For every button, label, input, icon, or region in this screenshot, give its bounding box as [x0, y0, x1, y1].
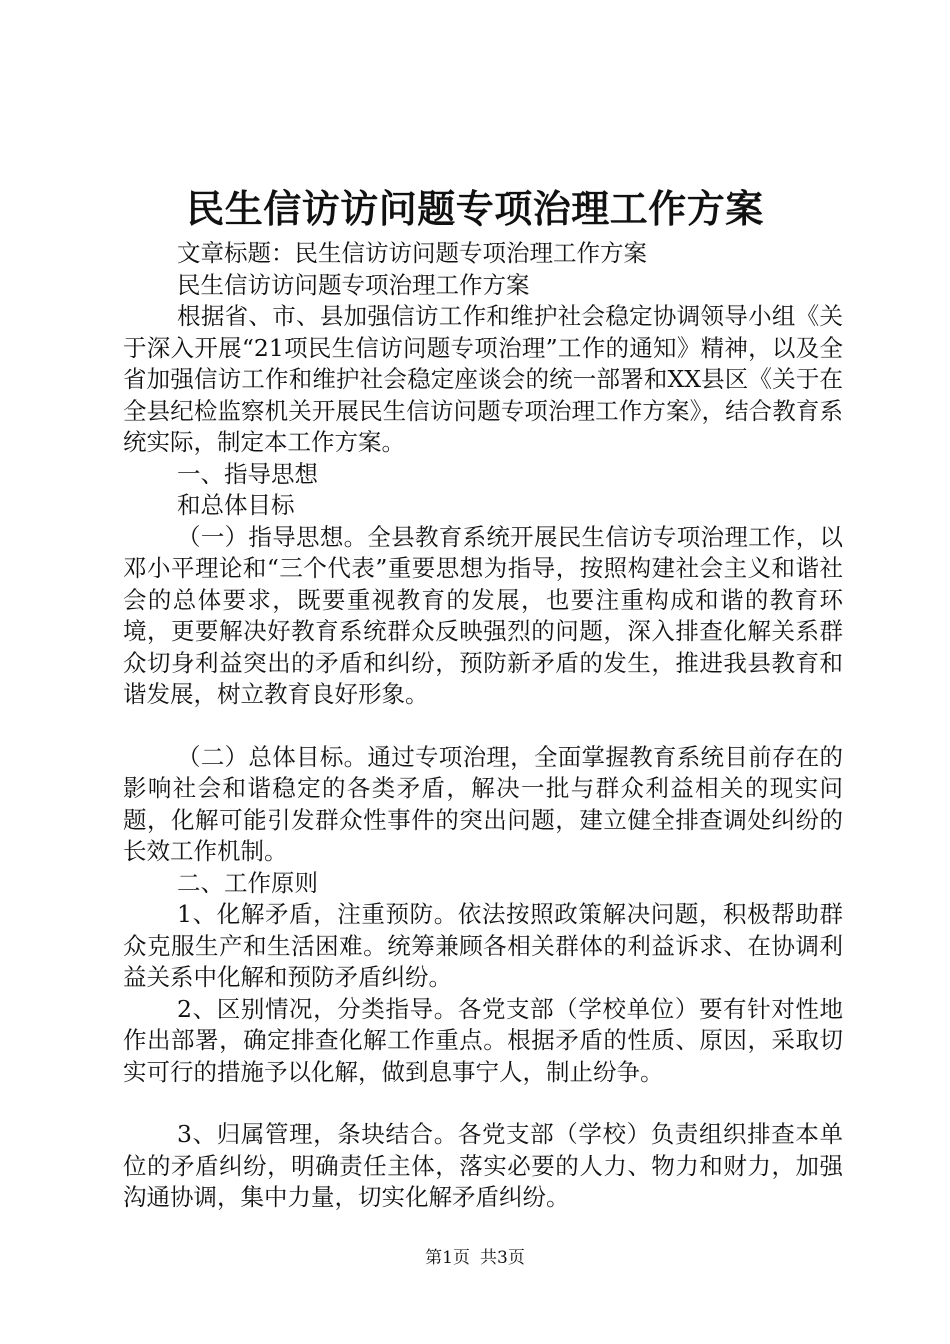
paragraph-guiding-thought: （一）指导思想。全县教育系统开展民生信访专项治理工作，以邓小平理论和“三个代表”重要思想为指导，按照构建社会主义和谐社会的总体要求，既要重视教育的发展，也要注重构成和谐的教育环境，更要解决好教育系统群众反映强烈的问题，深入排查化解关系群众切身利益突出的矛盾和纠纷，预防新矛盾的发生，推进我县教育和谐发展，树立教育良好形象。 — [123, 522, 843, 708]
document-body — [123, 238, 843, 1214]
page-number: 第1页 — [425, 1248, 470, 1268]
document-title: 民生信访访问题专项治理工作方案 — [186, 186, 764, 231]
principle-2-paragraph: 2、区别情况，分类指导。各党支部（学校单位）要有针对性地作出部署，确定排查化解工作重点。根据矛盾的性质、原因，采取切实可行的措施予以化解，做到息事宁人，制止纷争。 — [123, 994, 843, 1086]
page-total: 共3页 — [480, 1248, 525, 1268]
paragraph-overall-goal: （二）总体目标。通过专项治理，全面掌握教育系统目前存在的影响社会和谐稳定的各类矛盾，解决一批与群众利益相关的现实问题，化解可能引发群众性事件的突出问题，建立健全排查调处纠纷的长效工作机制。 — [123, 742, 843, 865]
section-heading-guiding-thought: 一、指导思想 — [177, 459, 319, 488]
subtitle-line: 民生信访访问题专项治理工作方案 — [177, 270, 530, 299]
section-heading-overall-goal: 和总体目标 — [177, 491, 295, 519]
principle-1-paragraph: 1、化解矛盾，注重预防。依法按照政策解决问题，积极帮助群众克服生产和生活困难。统筹兼顾各相关群体的利益诉求、在协调利益关系中化解和预防矛盾纠纷。 — [123, 900, 843, 991]
principle-3-paragraph: 3、归属管理，条块结合。各党支部（学校）负责组织排查本单位的矛盾纠纷，明确责任主体，落实必要的人力、物力和财力，加强沟通协调，集中力量，切实化解矛盾纠纷。 — [123, 1120, 843, 1211]
section-heading-work-principles: 二、工作原则 — [177, 868, 319, 897]
page-footer — [0, 1246, 950, 1270]
intro-paragraph: 根据省、市、县加强信访工作和维护社会稳定协调领导小组《关于深入开展“21项民生信访问题专项治理”工作的通知》精神，以及全省加强信访工作和维护社会稳定座谈会的统一部署和XX县区《关于在全县纪检监察机关开展民生信访问题专项治理工作方案》，结合教育系统实际，制定本工作方案。 — [123, 302, 843, 456]
article-title-line: 文章标题：民生信访访问题专项治理工作方案 — [177, 239, 648, 267]
